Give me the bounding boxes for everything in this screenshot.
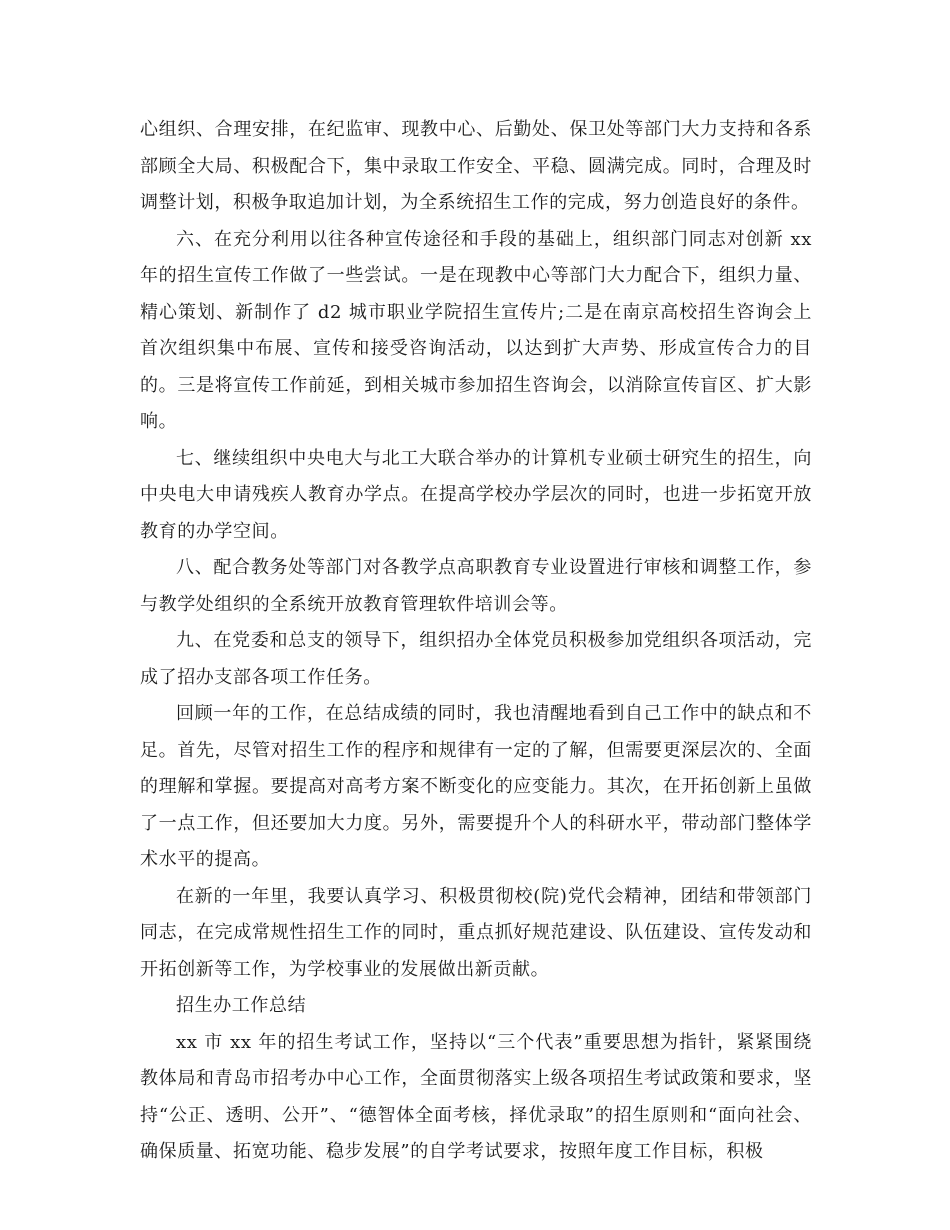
section-heading: 招生办工作总结 (176, 995, 307, 1016)
document-page (140, 112, 812, 1171)
paragraph-new-year: 在新的一年里，我要认真学习、积极贯彻校(院)党代会精神，团结和带领部门同志，在完成常规性招生工作的同时，重点抓好规范建设、队伍建设、宣传发动和开拓创新等工作，为学校事业的发展做出新贡献。 (140, 885, 812, 980)
paragraph-item-eight: 八、配合教务处等部门对各教学点高职教育专业设置进行审核和调整工作，参与教学处组织的全系统开放教育管理软件培训会等。 (140, 557, 812, 615)
paragraph-item-seven: 七、继续组织中央电大与北工大联合举办的计算机专业硕士研究生的招生，向中央电大申请残疾人教育办学点。在提高学校办学层次的同时，也进一步拓宽开放教育的办学空间。 (140, 447, 812, 542)
paragraph-item-six: 六、在充分利用以往各种宣传途径和手段的基础上，组织部门同志对创新 xx 年的招生宣传工作做了一些尝试。一是在现教中心等部门大力配合下，组织力量、精心策划、新制作了 d2 城市职业学院招生宣传片;二是在南京高校招生咨询会上首次组织集中布展、宣传和接受咨询活动，以达到扩大声势、形成宣传合力的目的。三是将宣传工作前延，到相关城市参加招生咨询会，以消除宣传盲区、扩大影响。 (140, 228, 812, 432)
paragraph-summary-intro: xx 市 xx 年的招生考试工作，坚持以“三个代表”重要思想为指针，紧紧围绕教体局和青岛市招考办中心工作，全面贯彻落实上级各项招生考试政策和要求，坚持“公正、透明、公开”、“德智体全面考核，择优录取”的招生原则和“面向社会、确保质量、拓宽功能、稳步发展”的自学考试要求，按照年度工作目标，积极 (140, 1031, 812, 1162)
paragraph-item-nine: 九、在党委和总支的领导下，组织招办全体党员积极参加党组织各项活动，完成了招办支部各项工作任务。 (140, 630, 812, 688)
paragraph-review: 回顾一年的工作，在总结成绩的同时，我也清醒地看到自己工作中的缺点和不足。首先，尽管对招生工作的程序和规律有一定的了解，但需要更深层次的、全面的理解和掌握。要提高对高考方案不断变化的应变能力。其次，在开拓创新上虽做了一点工作，但还要加大力度。另外，需要提升个人的科研水平，带动部门整体学术水平的提高。 (140, 703, 812, 870)
paragraph-continuation: 心组织、合理安排，在纪监审、现教中心、后勤处、保卫处等部门大力支持和各系部顾全大局、积极配合下，集中录取工作安全、平稳、圆满完成。同时，合理及时调整计划，积极争取追加计划，为全系统招生工作的完成，努力创造良好的条件。 (140, 119, 812, 213)
